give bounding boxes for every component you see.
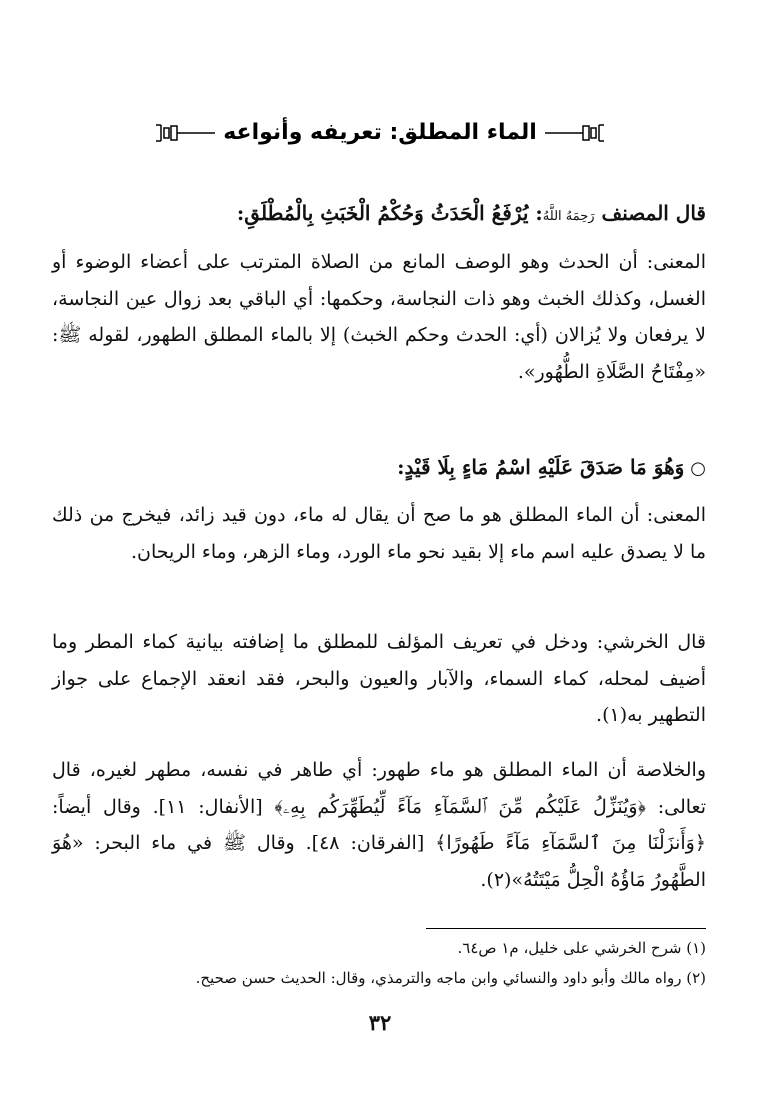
page-number: ٣٢: [368, 1010, 392, 1035]
footnote-1: [52, 936, 706, 960]
ornament-right-icon: [543, 122, 607, 144]
paragraph-kharashi: قال الخرشي: ودخل في تعريف المؤلف للمطلق ما إضافته بيانية كماء المطر وما أضيف لمحله، كماء السماء، والآبار والعيون والبحر، فقد انعقد الإجماع على جواز التطهير به(١).: [52, 631, 706, 726]
honorific: رَحِمَهُ اللَّهُ: [542, 209, 595, 224]
ornament-left-icon: [153, 122, 217, 144]
footnote-text: شرح الخرشي على خليل، م١ ص٦٤.: [457, 939, 682, 957]
footnote-number: (٢): [686, 969, 706, 987]
paragraph-conclusion: والخلاصة أن الماء المطلق هو ماء طهور: أي طاهر في نفسه، مطهر لغيره، قال تعالى: ﴿وَيُنَزِّلُ عَلَيْكُم مِّنَ ٱلسَّمَآءِ مَآءً لِّيُطَهِّرَكُم بِهِۦ﴾ [الأنفال: ١١]. وقال أيضاً: ﴿وَأَنزَلْنَا مِنَ ٱلسَّمَآءِ مَآءً طَهُورًا﴾ [الفرقان: ٤٨]. وقال ﷺ في ماء البحر: «هُوَ الطَّهُورُ مَاؤُهُ الْحِلُّ مَيْتَتُهُ»(٢).: [52, 759, 706, 891]
author-prefix: قال المصنف: [601, 201, 706, 225]
chapter-title: الماء المطلق: تعريفه وأنواعه: [223, 120, 537, 145]
footnote-divider: [426, 928, 706, 929]
footnote-2: [52, 966, 706, 990]
bullet-circle-icon: ○: [690, 458, 706, 479]
paragraph-meaning-2: المعنى: أن الماء المطلق هو ما صح أن يقال له ماء، دون قيد زائد، فيخرج من ذلك ما لا يصدق عليه اسم ماء إلا بقيد نحو ماء الورد، وماء الزهر، وماء الريحان.: [52, 504, 706, 563]
paragraph-meaning-1: المعنى: أن الحدث وهو الوصف المانع من الصلاة المترتب على أعضاء الوضوء أو الغسل، وكذلك الخبث وهو ذات النجاسة، وحكمها: أي الباقي بعد زوال عين النجاسة، لا يرفعان ولا يُزالان (أي: الحدث وحكم الخبث) إلا بالماء المطلق الطهور، لقوله ﷺ: «مِفْتَاحُ الصَّلَاةِ الطُّهُور».: [52, 251, 706, 383]
author-text: : يُرْفَعُ الْحَدَثُ وَحُكْمُ الْخَبَثِ بِالْمُطْلَقِ:: [236, 201, 543, 225]
chapter-heading: [0, 120, 760, 145]
statement-text: وَهُوَ مَا صَدَقَ عَلَيْهِ اسْمُ مَاءٍ بِلَا قَيْدٍ:: [397, 455, 685, 479]
author-statement-2: [52, 452, 706, 484]
footnote-number: (١): [686, 939, 706, 957]
author-statement: [52, 198, 706, 232]
footnote-text: رواه مالك وأبو داود والنسائي وابن ماجه والترمذي، وقال: الحديث حسن صحيح.: [195, 969, 682, 987]
